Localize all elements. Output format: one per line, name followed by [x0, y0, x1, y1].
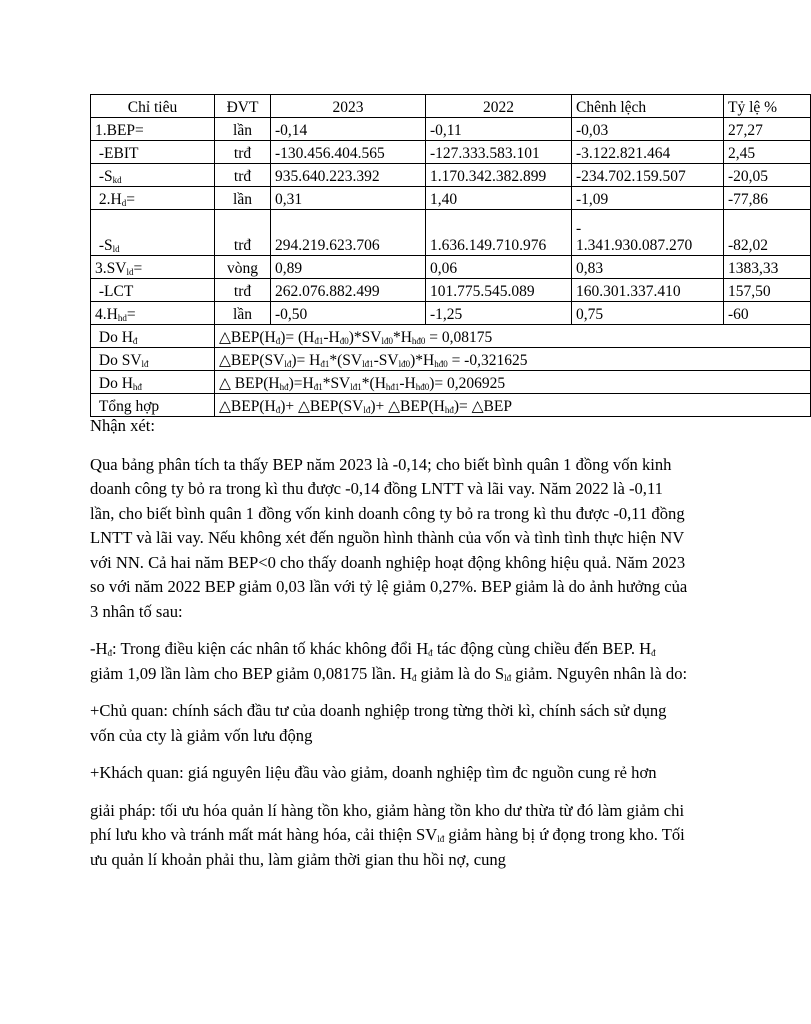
value-2023-cell: -0,50 — [271, 302, 426, 325]
factor-formula: $\triangle BEP(SV_{lđ})= H_{đ1}*(SV_{lđ1}-SV_{lđ0})*H_{hđ0} = -0,321625$ — [215, 348, 811, 371]
value-2022-cell: 101.775.545.089 — [426, 279, 572, 302]
table-row — [91, 141, 811, 164]
row-label: $3.SV_{ld}=$ — [91, 256, 215, 279]
row-label: $-S_{kd}$ — [91, 164, 215, 187]
table-row — [91, 164, 811, 187]
table-row — [91, 302, 811, 325]
ratio-cell: 1383,33 — [724, 256, 811, 279]
factor-name: Do $SV_{lđ}$ — [91, 348, 215, 371]
value-2023-cell: 935.640.223.392 — [271, 164, 426, 187]
header-cell: Chỉ tiêu — [91, 95, 215, 118]
commentary-paragraph: giải pháp: tối ưu hóa quản lí hàng tồn kho, giảm hàng tồn kho dư thừa từ đó làm giảm chi phí lưu kho và tránh mất mát hàng hóa, cải thiện $SV_{lđ}$ giảm hàng bị ứ đọng trong kho. Tối ưu quản lí khoản phải thu, làm giảm thời gian thu hồi nợ, cung — [90, 800, 685, 869]
commentary-paragraph: +Chủ quan: chính sách đầu tư của doanh nghiệp trong từng thời kì, chính sách sử dụng vốn của cty là giảm vốn lưu động — [90, 701, 667, 745]
commentary-paragraph: Qua bảng phân tích ta thấy BEP năm 2023 là -0,14; cho biết bình quân 1 đồng vốn kinh doanh công ty bỏ ra trong kì thu được -0,14 đồng LNTT và lãi vay. Năm 2022 là -0,11 lần, cho biết bình quân 1 đồng vốn kinh doanh công ty bỏ ra trong kì thu được -0,11 đồng LNTT và lãi vay. Nếu không xét đến nguồn hình thành của vốn và tình tình thực hiện NV với NN. Cả hai năm BEP<0 cho thấy doanh nghiệp hoạt động không hiệu quả. Năm 2023 so với năm 2022 BEP giảm 0,03 lần với tỷ lệ giảm 0,27%. BEP giảm là do ảnh hưởng của 3 nhân tố sau: — [90, 454, 688, 621]
value-2023-cell: 0,31 — [271, 187, 426, 210]
commentary — [90, 414, 690, 885]
header-cell: 2022 — [426, 95, 572, 118]
diff-cell: 0,75 — [572, 302, 724, 325]
unit-cell: lần — [215, 187, 271, 210]
factor-name: Tổng hợp — [91, 394, 215, 417]
factor-row — [91, 325, 811, 348]
header-cell: ĐVT — [215, 95, 271, 118]
ratio-cell: -82,02 — [724, 210, 811, 256]
value-2022-cell: 0,06 — [426, 256, 572, 279]
unit-cell: trđ — [215, 164, 271, 187]
factor-row — [91, 371, 811, 394]
diff-cell: -1,09 — [572, 187, 724, 210]
diff-cell: 160.301.337.410 — [572, 279, 724, 302]
row-label: $-S_{ld}$ — [91, 210, 215, 256]
diff-cell: - 1.341.930.087.270 — [572, 210, 724, 256]
bep-analysis-table — [90, 94, 811, 417]
commentary-paragraph: $-H_đ$: Trong điều kiện các nhân tố khác không đổi $H_đ$ tác động cùng chiều đến BEP. $H_đ$ giảm 1,09 lần làm cho BEP giảm 0,08175 lần. $H_đ$ giảm là do $S_{lđ}$ giảm. Nguyên nhân là do: — [90, 639, 688, 683]
table-header-row — [91, 95, 811, 118]
row-label: -LCT — [91, 279, 215, 302]
unit-cell: lần — [215, 118, 271, 141]
value-2022-cell: -0,11 — [426, 118, 572, 141]
factor-formula: △ $BEP(H_{hđ})=H_{đ1}*SV_{lđ1}*(H_{hđ1}-H_{hđ0})= 0,206925$ — [215, 371, 811, 394]
diff-cell: -3.122.821.464 — [572, 141, 724, 164]
ratio-cell: 157,50 — [724, 279, 811, 302]
header-cell: Chênh lệch — [572, 95, 724, 118]
value-2023-cell: 0,89 — [271, 256, 426, 279]
header-cell: 2023 — [271, 95, 426, 118]
value-2023-cell: -130.456.404.565 — [271, 141, 426, 164]
table-row — [91, 210, 811, 256]
value-2023-cell: 294.219.623.706 — [271, 210, 426, 256]
ratio-cell: -60 — [724, 302, 811, 325]
unit-cell: trđ — [215, 141, 271, 164]
diff-cell: 0,83 — [572, 256, 724, 279]
table-row — [91, 256, 811, 279]
factor-name: Do $H_đ$ — [91, 325, 215, 348]
table-row — [91, 118, 811, 141]
unit-cell: trđ — [215, 279, 271, 302]
value-2022-cell: 1.170.342.382.899 — [426, 164, 572, 187]
factor-row — [91, 348, 811, 371]
value-2022-cell: 1,40 — [426, 187, 572, 210]
diff-cell: -234.702.159.507 — [572, 164, 724, 187]
ratio-cell: -20,05 — [724, 164, 811, 187]
ratio-cell: 27,27 — [724, 118, 811, 141]
commentary-paragraph: +Khách quan: giá nguyên liệu đầu vào giảm, doanh nghiệp tìm đc nguồn cung rẻ hơn — [90, 763, 657, 782]
ratio-cell: -77,86 — [724, 187, 811, 210]
row-label: $4.H_{hd}=$ — [91, 302, 215, 325]
row-label: -EBIT — [91, 141, 215, 164]
unit-cell: vòng — [215, 256, 271, 279]
commentary-paragraphs — [90, 453, 690, 873]
ratio-cell: 2,45 — [724, 141, 811, 164]
table-row — [91, 187, 811, 210]
header-cell: Tỷ lệ % — [724, 95, 811, 118]
row-label: 1.BEP= — [91, 118, 215, 141]
table-row — [91, 279, 811, 302]
commentary-heading: Nhận xét: — [90, 416, 155, 435]
factor-formula: $\triangle BEP(H_đ)+$ $\triangle BEP(SV_{lđ})+$ $\triangle BEP(H_{hđ})=$ △BEP — [215, 394, 811, 417]
value-2022-cell: -1,25 — [426, 302, 572, 325]
factor-formula: $\triangle BEP(H_đ)= (H_{đ1}-H_{đ0})*SV_{lđ0}*H_{hđ0} = 0,08175$ — [215, 325, 811, 348]
unit-cell: lần — [215, 302, 271, 325]
unit-cell: trđ — [215, 210, 271, 256]
value-2022-cell: 1.636.149.710.976 — [426, 210, 572, 256]
value-2023-cell: 262.076.882.499 — [271, 279, 426, 302]
row-label: $2.H_d=$ — [91, 187, 215, 210]
diff-cell: -0,03 — [572, 118, 724, 141]
value-2022-cell: -127.333.583.101 — [426, 141, 572, 164]
value-2023-cell: -0,14 — [271, 118, 426, 141]
factor-name: Do $H_{hđ}$ — [91, 371, 215, 394]
